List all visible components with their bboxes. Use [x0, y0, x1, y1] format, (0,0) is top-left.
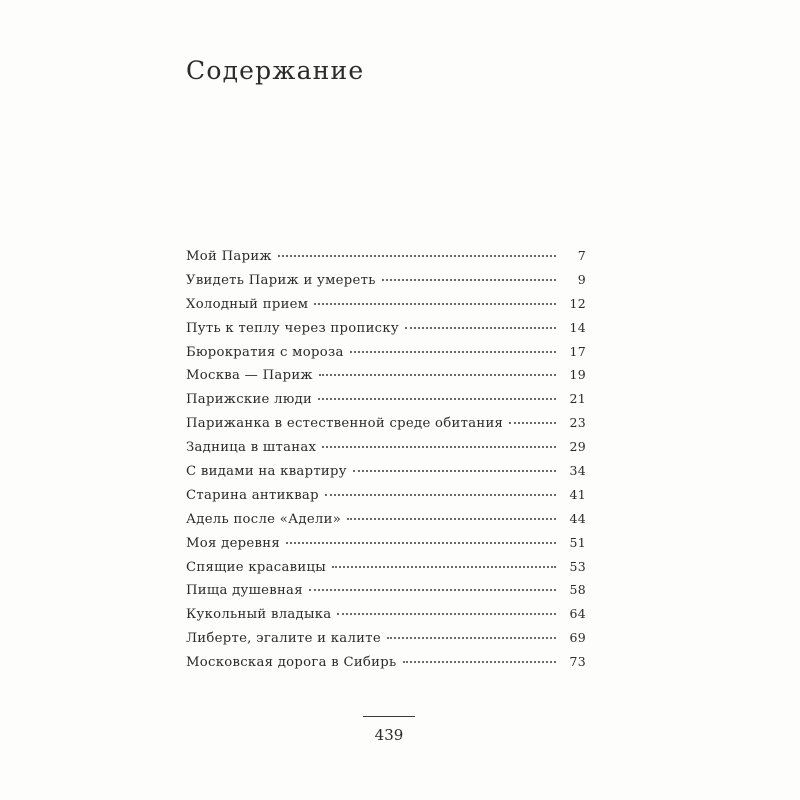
toc-entry	[186, 415, 586, 439]
toc-entry-title: Кукольный владыка	[186, 607, 332, 623]
toc-entry	[186, 344, 586, 368]
dot-leader	[322, 446, 556, 448]
dot-leader	[325, 494, 556, 496]
toc-entry-title: Либерте, эгалите и калите	[186, 631, 381, 647]
dot-leader	[353, 470, 556, 472]
toc-entry-page: 51	[569, 534, 586, 550]
toc-entry-title: Мой Париж	[186, 249, 272, 264]
dot-leader	[509, 422, 556, 424]
toc-entry	[186, 248, 586, 272]
toc-entry-title: Задница в штанах	[186, 440, 317, 456]
toc-entry-title: Путь к теплу через прописку	[186, 320, 399, 336]
toc-entry-page: 73	[569, 654, 586, 670]
toc-entry	[186, 296, 586, 320]
toc-entry	[186, 367, 586, 391]
dot-leader	[387, 637, 556, 639]
toc-entry-page: 23	[569, 415, 586, 431]
dot-leader	[337, 613, 556, 615]
toc-entry-page: 64	[569, 606, 586, 622]
table-of-contents	[186, 248, 586, 678]
toc-entry-page: 7	[577, 248, 586, 263]
dot-leader	[332, 566, 556, 568]
toc-entry-page: 29	[569, 439, 586, 455]
toc-entry-title: Бюрократия с мороза	[186, 344, 344, 360]
toc-entry-page: 14	[569, 319, 586, 335]
dot-leader	[382, 279, 556, 281]
toc-entry	[186, 320, 586, 344]
dot-leader	[278, 255, 556, 257]
toc-entry-page: 19	[569, 367, 586, 383]
dot-leader	[347, 518, 556, 520]
toc-entry	[186, 582, 586, 606]
dot-leader	[286, 542, 556, 544]
toc-entry	[186, 654, 586, 678]
dot-leader	[319, 374, 556, 376]
dot-leader	[403, 661, 557, 663]
toc-entry-title: Пища душевная	[186, 583, 303, 599]
toc-entry-page: 53	[569, 558, 586, 574]
toc-entry	[186, 439, 586, 463]
toc-entry-page: 69	[569, 630, 586, 646]
toc-entry	[186, 511, 586, 535]
toc-entry	[186, 487, 586, 511]
toc-entry-page: 9	[577, 271, 586, 287]
dot-leader	[405, 327, 556, 329]
dot-leader	[318, 398, 556, 400]
page-number: 439	[374, 726, 404, 744]
toc-entry	[186, 272, 586, 296]
toc-entry-title: Холодный прием	[186, 296, 309, 312]
toc-entry-title: Спящие красавицы	[186, 559, 327, 575]
toc-entry	[186, 630, 586, 654]
toc-entry-title: Парижские люди	[186, 392, 313, 408]
toc-entry-page: 21	[569, 391, 586, 407]
dot-leader	[350, 351, 556, 353]
toc-entry	[186, 535, 586, 559]
dot-leader	[314, 303, 556, 305]
toc-entry-title: С видами на квартиру	[186, 464, 347, 480]
toc-entry-title: Моя деревня	[186, 535, 280, 551]
toc-entry-page: 58	[569, 582, 586, 598]
toc-entry-title: Адель после «Адели»	[186, 511, 342, 527]
toc-entry-title: Старина антиквар	[186, 487, 319, 503]
folio-rule	[363, 716, 415, 717]
toc-entry	[186, 391, 586, 415]
toc-entry-title: Москва — Париж	[186, 368, 313, 384]
toc-entry	[186, 463, 586, 487]
dot-leader	[309, 589, 556, 591]
toc-entry-page: 12	[569, 295, 586, 311]
toc-entry-title: Увидеть Париж и умереть	[186, 272, 376, 288]
toc-entry-title: Московская дорога в Сибирь	[186, 655, 397, 671]
toc-entry-page: 44	[569, 510, 586, 526]
toc-entry-page: 17	[569, 343, 586, 359]
toc-entry-title: Парижанка в естественной среде обитания	[186, 416, 504, 432]
toc-entry-page: 34	[569, 463, 586, 479]
toc-entry	[186, 559, 586, 583]
page-title: Содержание	[186, 56, 365, 85]
toc-entry	[186, 606, 586, 630]
toc-entry-page: 41	[569, 486, 586, 502]
